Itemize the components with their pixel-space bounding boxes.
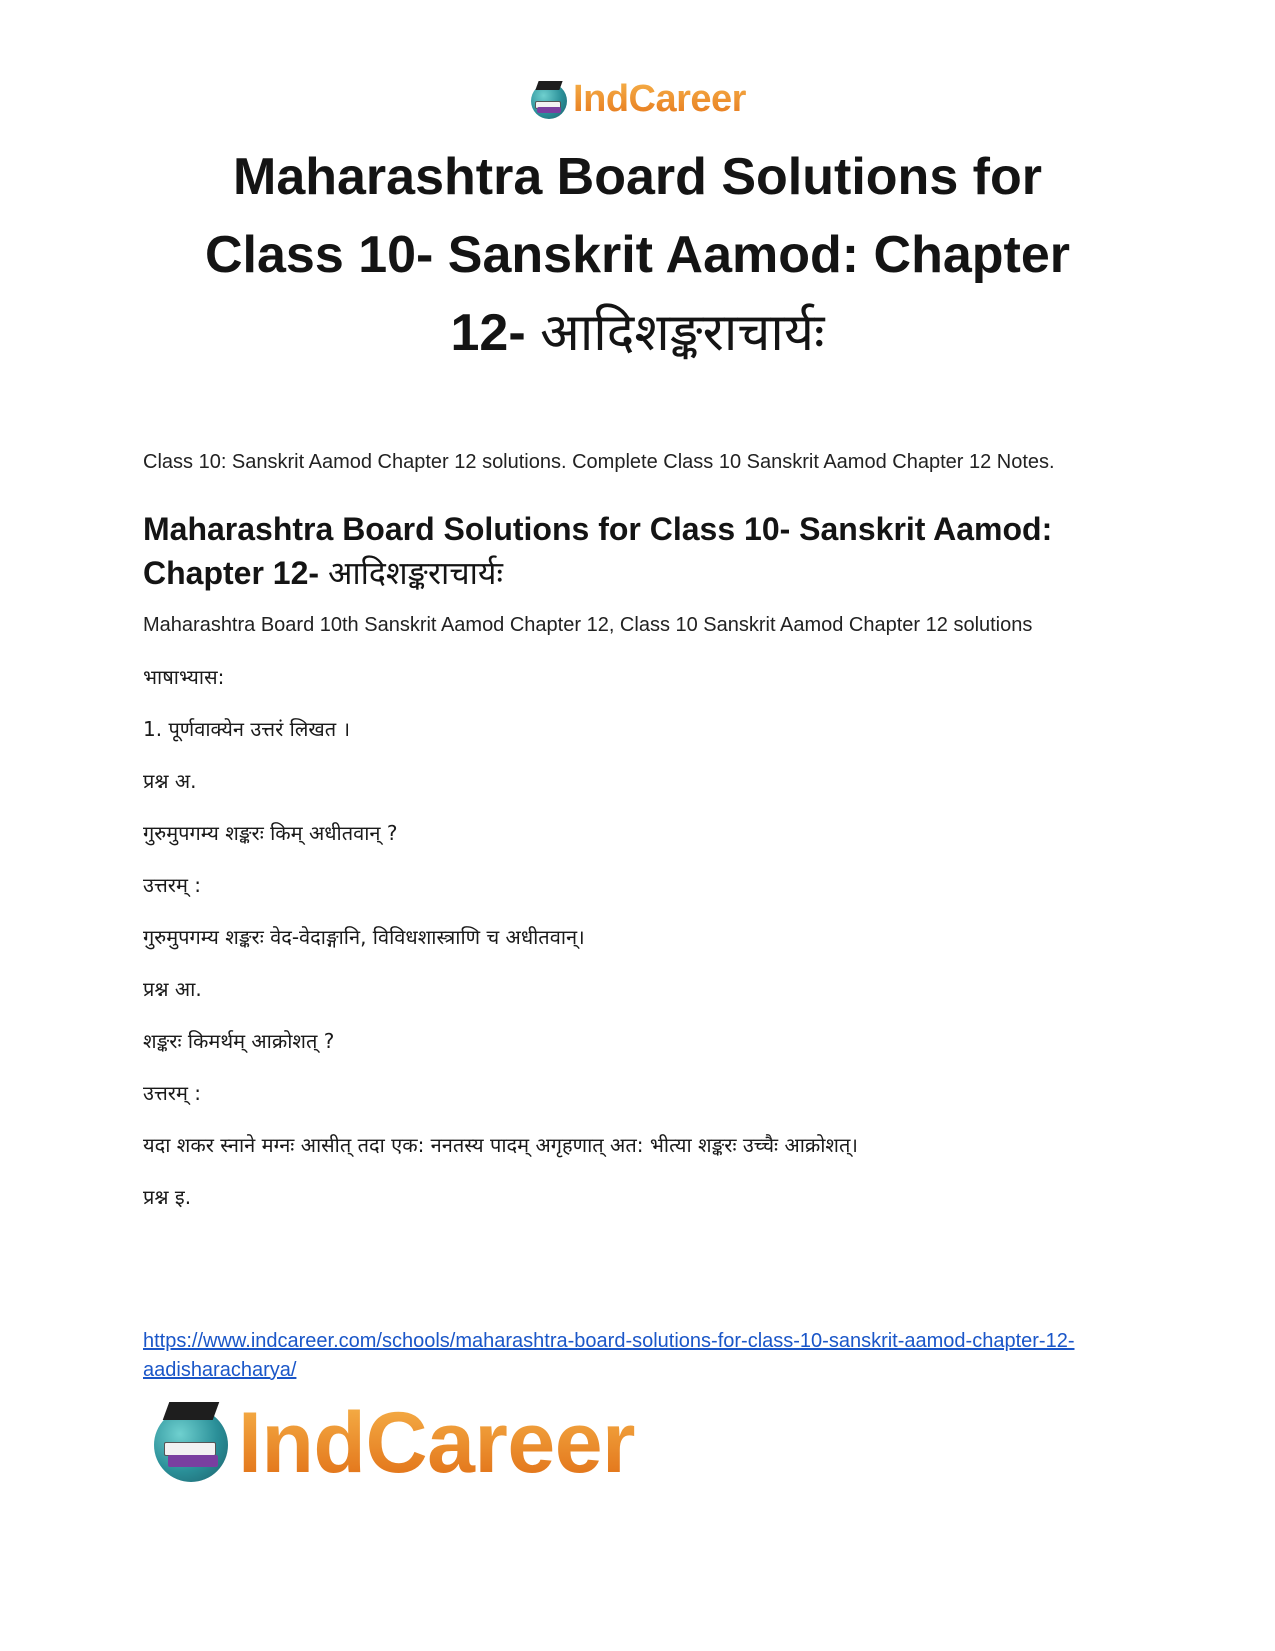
main-content [143,448,1133,1212]
header-logo [0,78,1275,121]
logo-wordmark: IndCareer [238,1395,635,1491]
intro-paragraph: Class 10: Sanskrit Aamod Chapter 12 solutions. Complete Class 10 Sanskrit Aamod Chapter 12 Notes. [143,451,1055,473]
subtitle-paragraph: Maharashtra Board 10th Sanskrit Aamod Chapter 12, Class 10 Sanskrit Aamod Chapter 12 solutions [143,614,1033,636]
page-title [120,138,1155,372]
title-line-3-devanagari: आदिशङ्कराचार्यः [540,303,825,363]
body-line-question-aa: शङ्करः किमर्थम् आक्रोशत् ? [143,1029,335,1053]
body-line-answer-label-aa: उत्तरम् : [143,1081,202,1105]
title-line-2: Class 10- Sanskrit Aamod: Chapter [204,226,1070,284]
body-line-question-1: 1. पूर्णवाक्येन उत्तरं लिखत । [143,717,351,741]
section-heading: Maharashtra Board Solutions for Class 10- Sanskrit Aamod: Chapter 12- आदिशङ्कराचार्यः [143,511,1053,592]
footer-logo [152,1395,635,1491]
body-line-prashna-i: प्रश्न इ. [143,1185,192,1209]
body-line-exercise: भाषाभ्यास: [143,665,225,689]
body-line-prashna-a: प्रश्न अ. [143,769,197,793]
body-line-answer-label-a: उत्तरम् : [143,873,202,897]
title-line-3-prefix: 12- [450,304,541,362]
body-line-prashna-aa: प्रश्न आ. [143,977,202,1001]
source-link[interactable]: https://www.indcareer.com/schools/maharashtra-board-solutions-for-class-10-sanskrit-aamod-chapter-12-aadisharacharya/ [143,1330,1075,1381]
body-line-answer-a: गुरुमुपगम्य शङ्करः वेद-वेदाङ्गानि, विविधशास्त्राणि च अधीतवान्। [143,925,585,949]
logo-wordmark: IndCareer [573,78,746,120]
title-line-1: Maharashtra Board Solutions for [233,148,1042,206]
graduation-globe-icon [529,79,571,121]
body-line-question-a: गुरुमुपगम्य शङ्करः किम् अधीतवान् ? [143,821,398,845]
graduation-globe-icon [152,1400,238,1486]
answer-body [143,663,1133,1212]
body-line-answer-aa: यदा शकर स्नाने मग्नः आसीत् तदा एक: ननतस्य पादम् अगृहणात् अत: भीत्या शङ्करः उच्चैः आक्रोशत्। [143,1133,858,1157]
